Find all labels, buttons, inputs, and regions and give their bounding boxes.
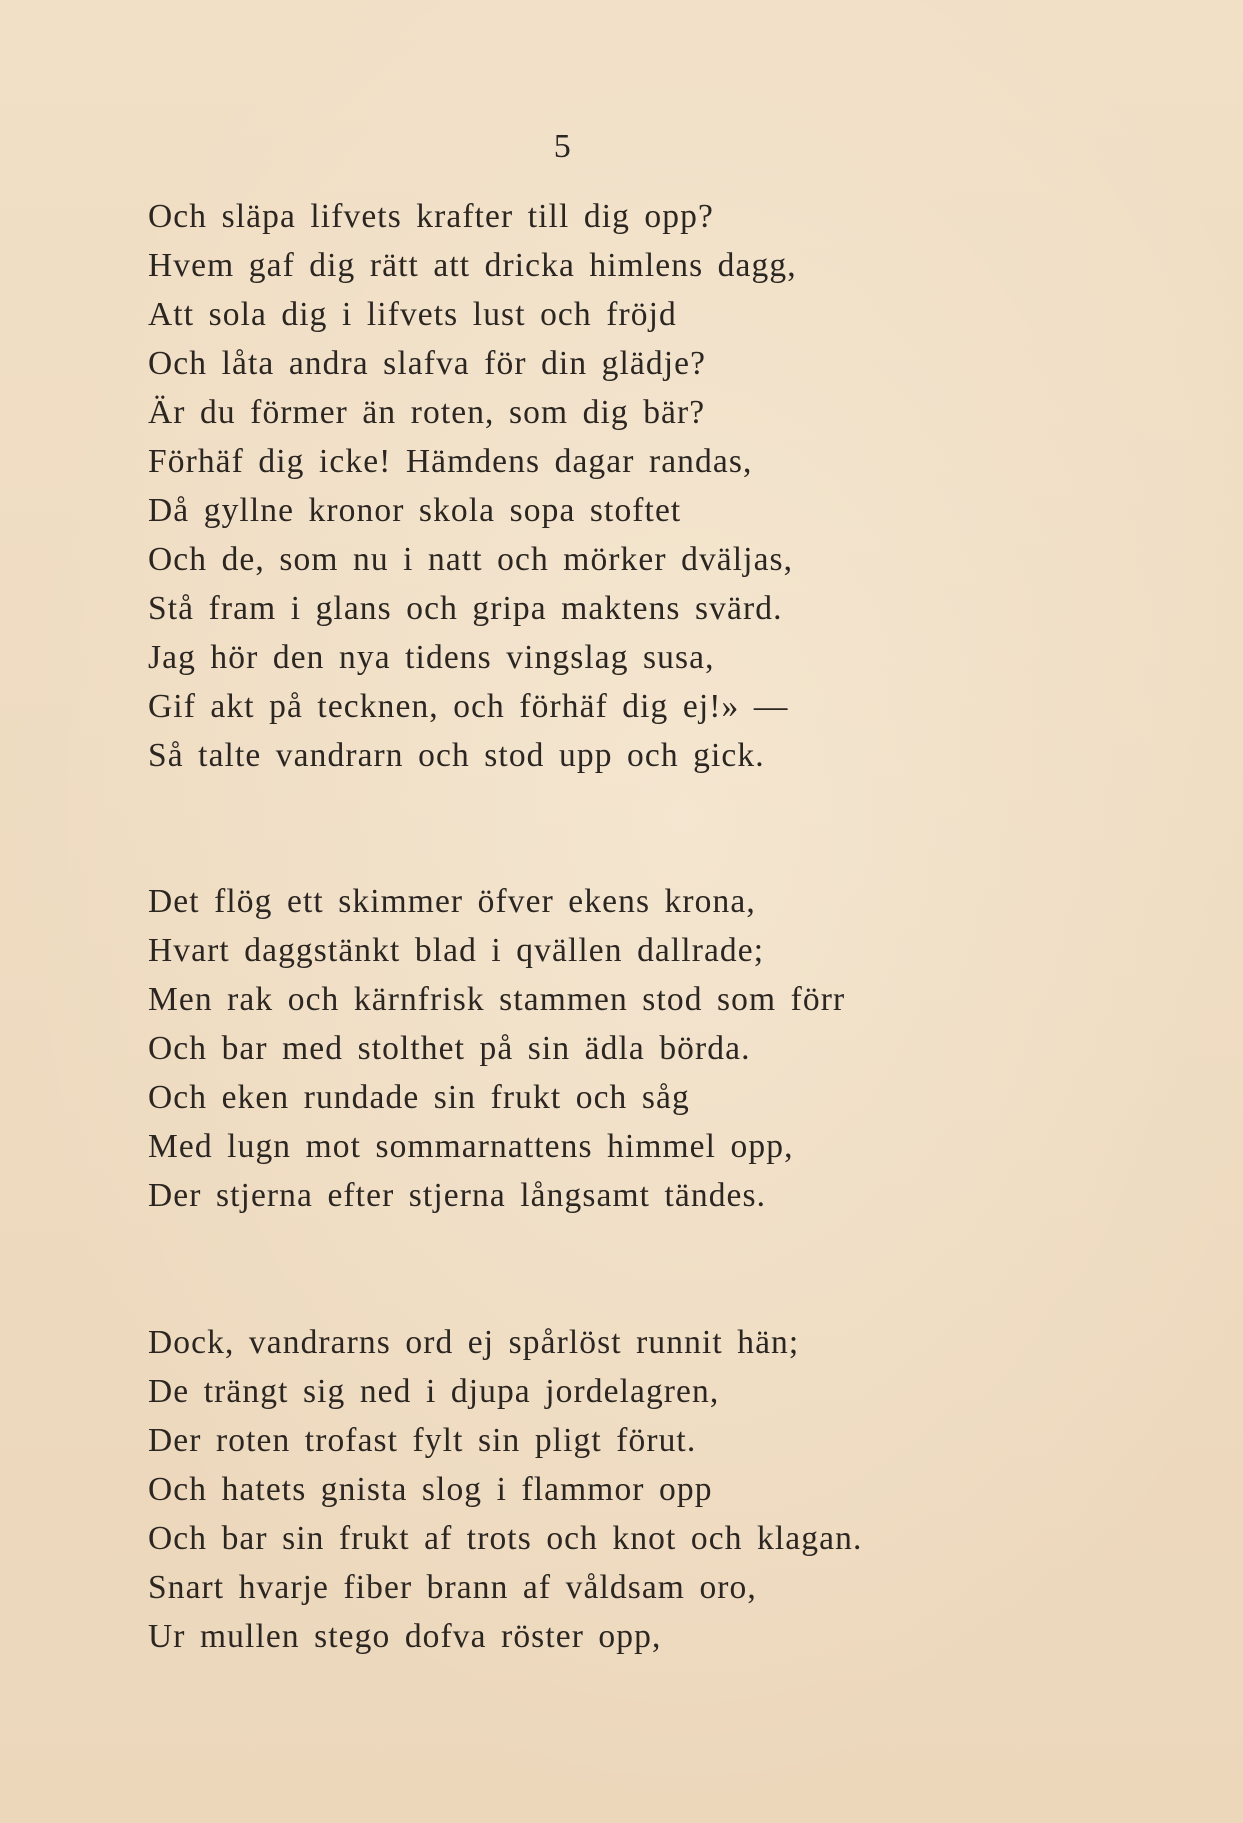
verse-line: Och eken rundade sin frukt och såg <box>148 1079 690 1116</box>
page-number: 5 <box>553 128 572 165</box>
stanza-3 <box>148 1318 862 1661</box>
verse-line: Dock, vandrarns ord ej spårlöst runnit hän; <box>148 1324 800 1361</box>
stanza-1 <box>148 192 797 780</box>
verse-line: De trängt sig ned i djupa jordelagren, <box>148 1373 720 1410</box>
verse-line: Då gyllne kronor skola sopa stoftet <box>148 492 682 529</box>
verse-line: Och de, som nu i natt och mörker dväljas, <box>148 541 794 578</box>
verse-line: Och bar sin frukt af trots och knot och klagan. <box>148 1520 863 1557</box>
verse-line: Och låta andra slafva för din glädje? <box>148 345 707 382</box>
verse-line: Och bar med stolthet på sin ädla börda. <box>148 1030 751 1067</box>
verse-line: Är du förmer än roten, som dig bär? <box>148 394 706 431</box>
verse-line: Hvart daggstänkt blad i qvällen dallrade; <box>148 932 765 969</box>
verse-line: Der stjerna efter stjerna långsamt tändes. <box>148 1177 767 1214</box>
verse-line: Att sola dig i lifvets lust och fröjd <box>148 296 677 333</box>
verse-line: Stå fram i glans och gripa maktens svärd. <box>148 590 783 627</box>
verse-line: Det flög ett skimmer öfver ekens krona, <box>148 883 756 920</box>
verse-line: Men rak och kärnfrisk stammen stod som förr <box>148 981 846 1018</box>
verse-line: Ur mullen stego dofva röster opp, <box>148 1618 662 1655</box>
verse-line: Förhäf dig icke! Hämdens dagar randas, <box>148 443 753 480</box>
verse-line: Hvem gaf dig rätt att dricka himlens dagg, <box>148 247 797 284</box>
stanza-2 <box>148 877 845 1220</box>
verse-line: Och släpa lifvets krafter till dig opp? <box>148 198 714 235</box>
verse-line: Snart hvarje fiber brann af våldsam oro, <box>148 1569 757 1606</box>
verse-line: Och hatets gnista slog i flammor opp <box>148 1471 713 1508</box>
verse-line: Gif akt på tecknen, och förhäf dig ej!» — <box>148 688 789 725</box>
verse-line: Så talte vandrarn och stod upp och gick. <box>148 737 765 774</box>
verse-line: Der roten trofast fylt sin pligt förut. <box>148 1422 697 1459</box>
verse-line: Med lugn mot sommarnattens himmel opp, <box>148 1128 794 1165</box>
verse-line: Jag hör den nya tidens vingslag susa, <box>148 639 715 676</box>
